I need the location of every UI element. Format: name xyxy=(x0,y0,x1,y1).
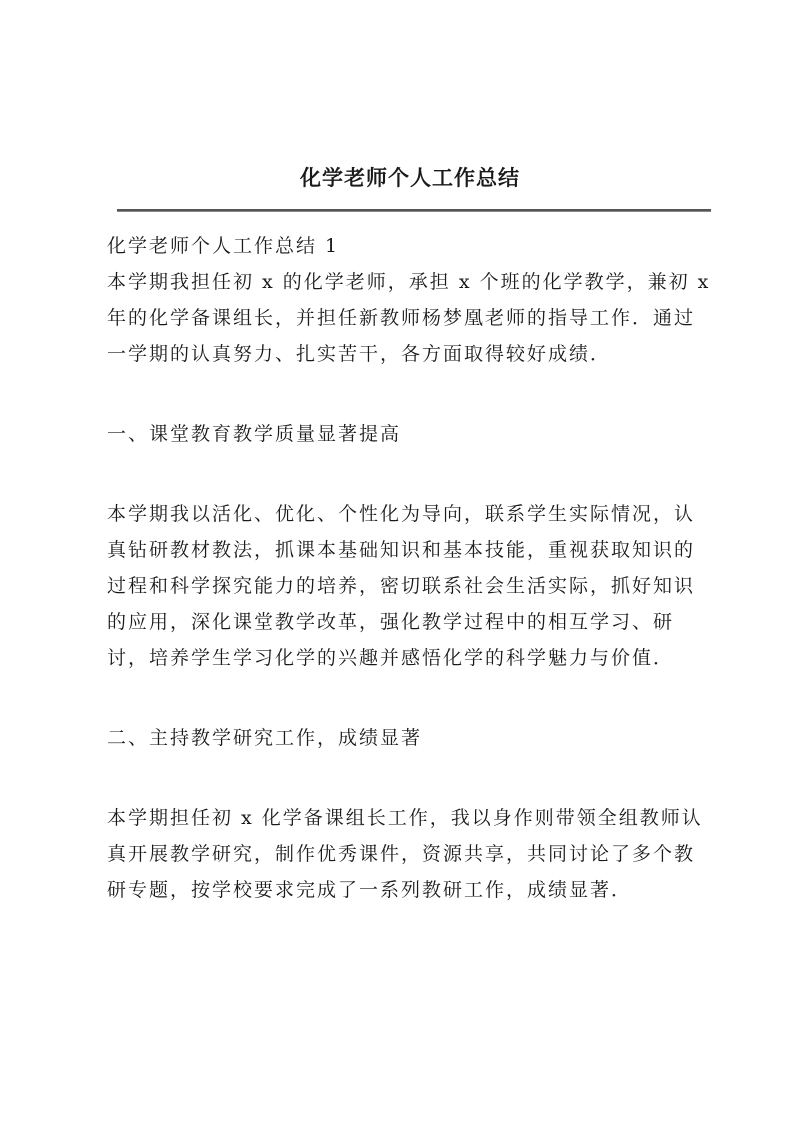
paragraph-line: 一学期的认真努力、扎实苦干，各方面取得较好成绩． xyxy=(107,343,612,365)
title-divider xyxy=(117,209,711,212)
document-body xyxy=(107,228,713,908)
paragraph-gap xyxy=(107,372,713,416)
paragraph-line: 过程和科学探究能力的培养，密切联系社会生活实际，抓好知识 xyxy=(107,575,696,597)
paragraph-line: 本学期我以活化、优化、个性化为导向，联系学生实际情况，认 xyxy=(107,503,696,525)
paragraph-line: 讨，培养学生学习化学的兴趣并感悟化学的科学魅力与价值． xyxy=(107,647,675,669)
section-heading-2: 二、主持教学研究工作，成绩显著 xyxy=(107,727,423,749)
paragraph-line: 年的化学备课组长，并担任新教师杨梦凰老师的指导工作．通过 xyxy=(107,307,696,329)
section-heading-1: 一、课堂教育教学质量显著提高 xyxy=(107,423,402,445)
section-heading-summary: 化学老师个人工作总结 1 xyxy=(107,235,340,257)
document-title: 化学老师个人工作总结 xyxy=(300,165,520,190)
paragraph-line: 的应用，深化课堂教学改革，强化教学过程中的相互学习、研 xyxy=(107,611,675,633)
paragraph-line: 研专题，按学校要求完成了一系列教研工作，成绩显著． xyxy=(107,879,633,901)
paragraph-line: 本学期我担任初 x 的化学老师，承担 x 个班的化学教学，兼初 x xyxy=(107,271,711,293)
paragraph-line: 本学期担任初 x 化学备课组长工作，我以身作则带领全组教师认 xyxy=(107,807,703,829)
paragraph-line: 真钻研教材教法，抓课本基础知识和基本技能，重视获取知识的 xyxy=(107,539,696,561)
paragraph-gap xyxy=(107,452,713,496)
paragraph-line: 真开展教学研究，制作优秀课件，资源共享，共同讨论了多个教 xyxy=(107,843,696,865)
paragraph-gap xyxy=(107,676,713,720)
paragraph-gap xyxy=(107,756,713,800)
